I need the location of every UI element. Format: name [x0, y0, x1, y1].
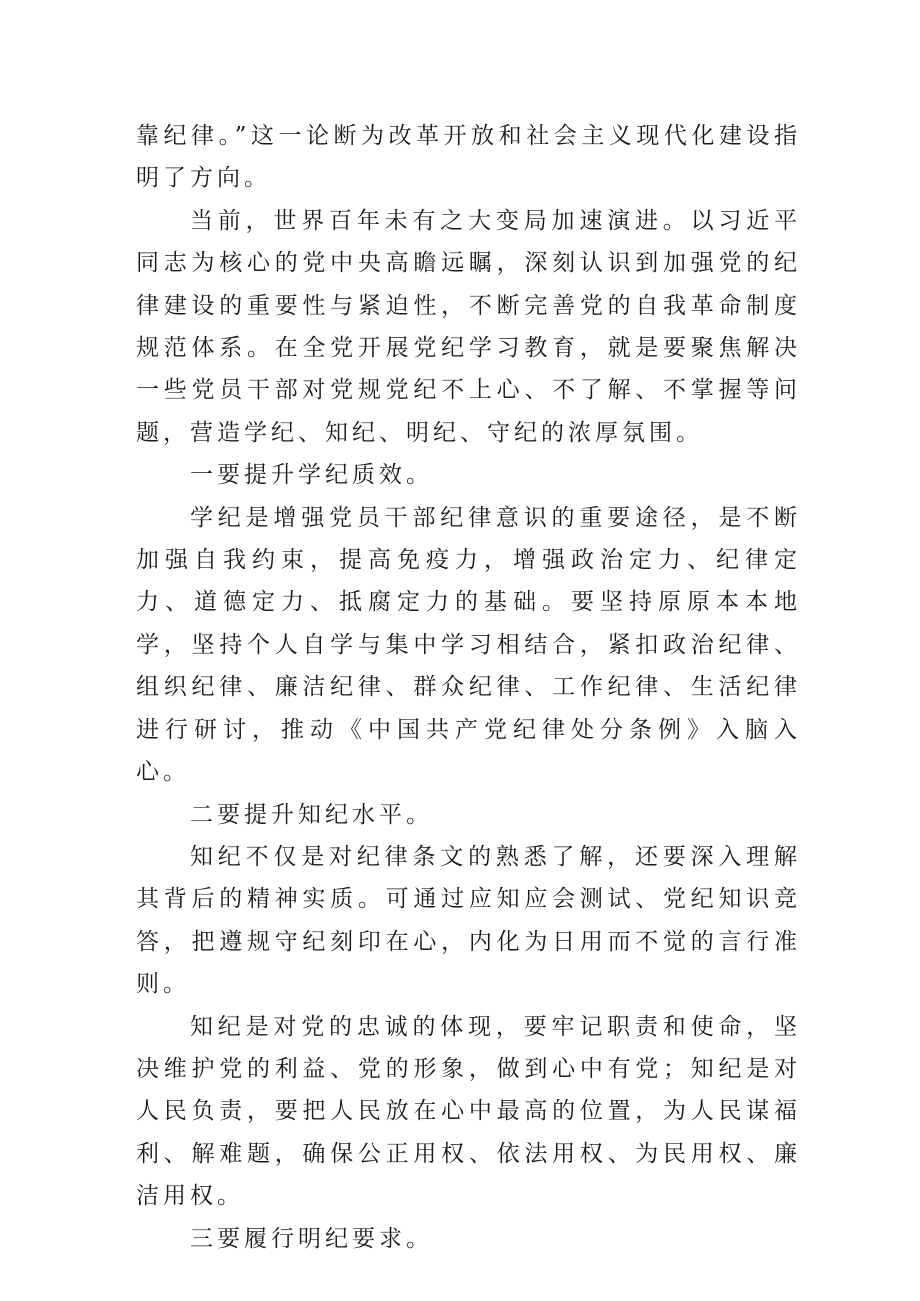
- section-heading-2: 二要提升知纪水平。: [190, 801, 433, 828]
- paragraph-study: 学纪是增强党员干部纪律意识的重要途径，是不断加强自我约束，提高免疫力，增强政治定力、纪律定力、道德定力、抵腐定力的基础。要坚持原原本本地学，坚持个人自学与集中学习相结合，紧扣政治纪律、组织纪律、廉洁纪律、群众纪律、工作纪律、生活纪律进行研讨，推动《中国共产党纪律处分条例》入脑入心。: [136, 504, 801, 786]
- section-heading-1: 一要提升学纪质效。: [190, 462, 433, 489]
- paragraph-continuation: 靠纪律。”这一论断为改革开放和社会主义现代化建设指明了方向。: [136, 123, 801, 192]
- section-heading-3: 三要履行明纪要求。: [190, 1225, 433, 1252]
- paragraph-know-1: 知纪不仅是对纪律条文的熟悉了解，还要深入理解其背后的精神实质。可通过应知应会测试、党纪知识竞答，把遵规守纪刻印在心，内化为日用而不觉的言行准则。: [136, 843, 801, 998]
- document-body: [136, 115, 801, 1260]
- paragraph-context: 当前，世界百年未有之大变局加速演进。以习近平同志为核心的党中央高瞻远瞩，深刻认识到加强党的纪律建设的重要性与紧迫性，不断完善党的自我革命制度规范体系。在全党开展党纪学习教育，就是要聚焦解决一些党员干部对党规党纪不上心、不了解、不掌握等问题，营造学纪、知纪、明纪、守纪的浓厚氛围。: [136, 207, 801, 446]
- paragraph-know-2: 知纪是对党的忠诚的体现，要牢记职责和使命，坚决维护党的利益、党的形象，做到心中有党；知纪是对人民负责，要把人民放在心中最高的位置，为人民谋福利、解难题，确保公正用权、依法用权、为民用权、廉洁用权。: [136, 1013, 801, 1210]
